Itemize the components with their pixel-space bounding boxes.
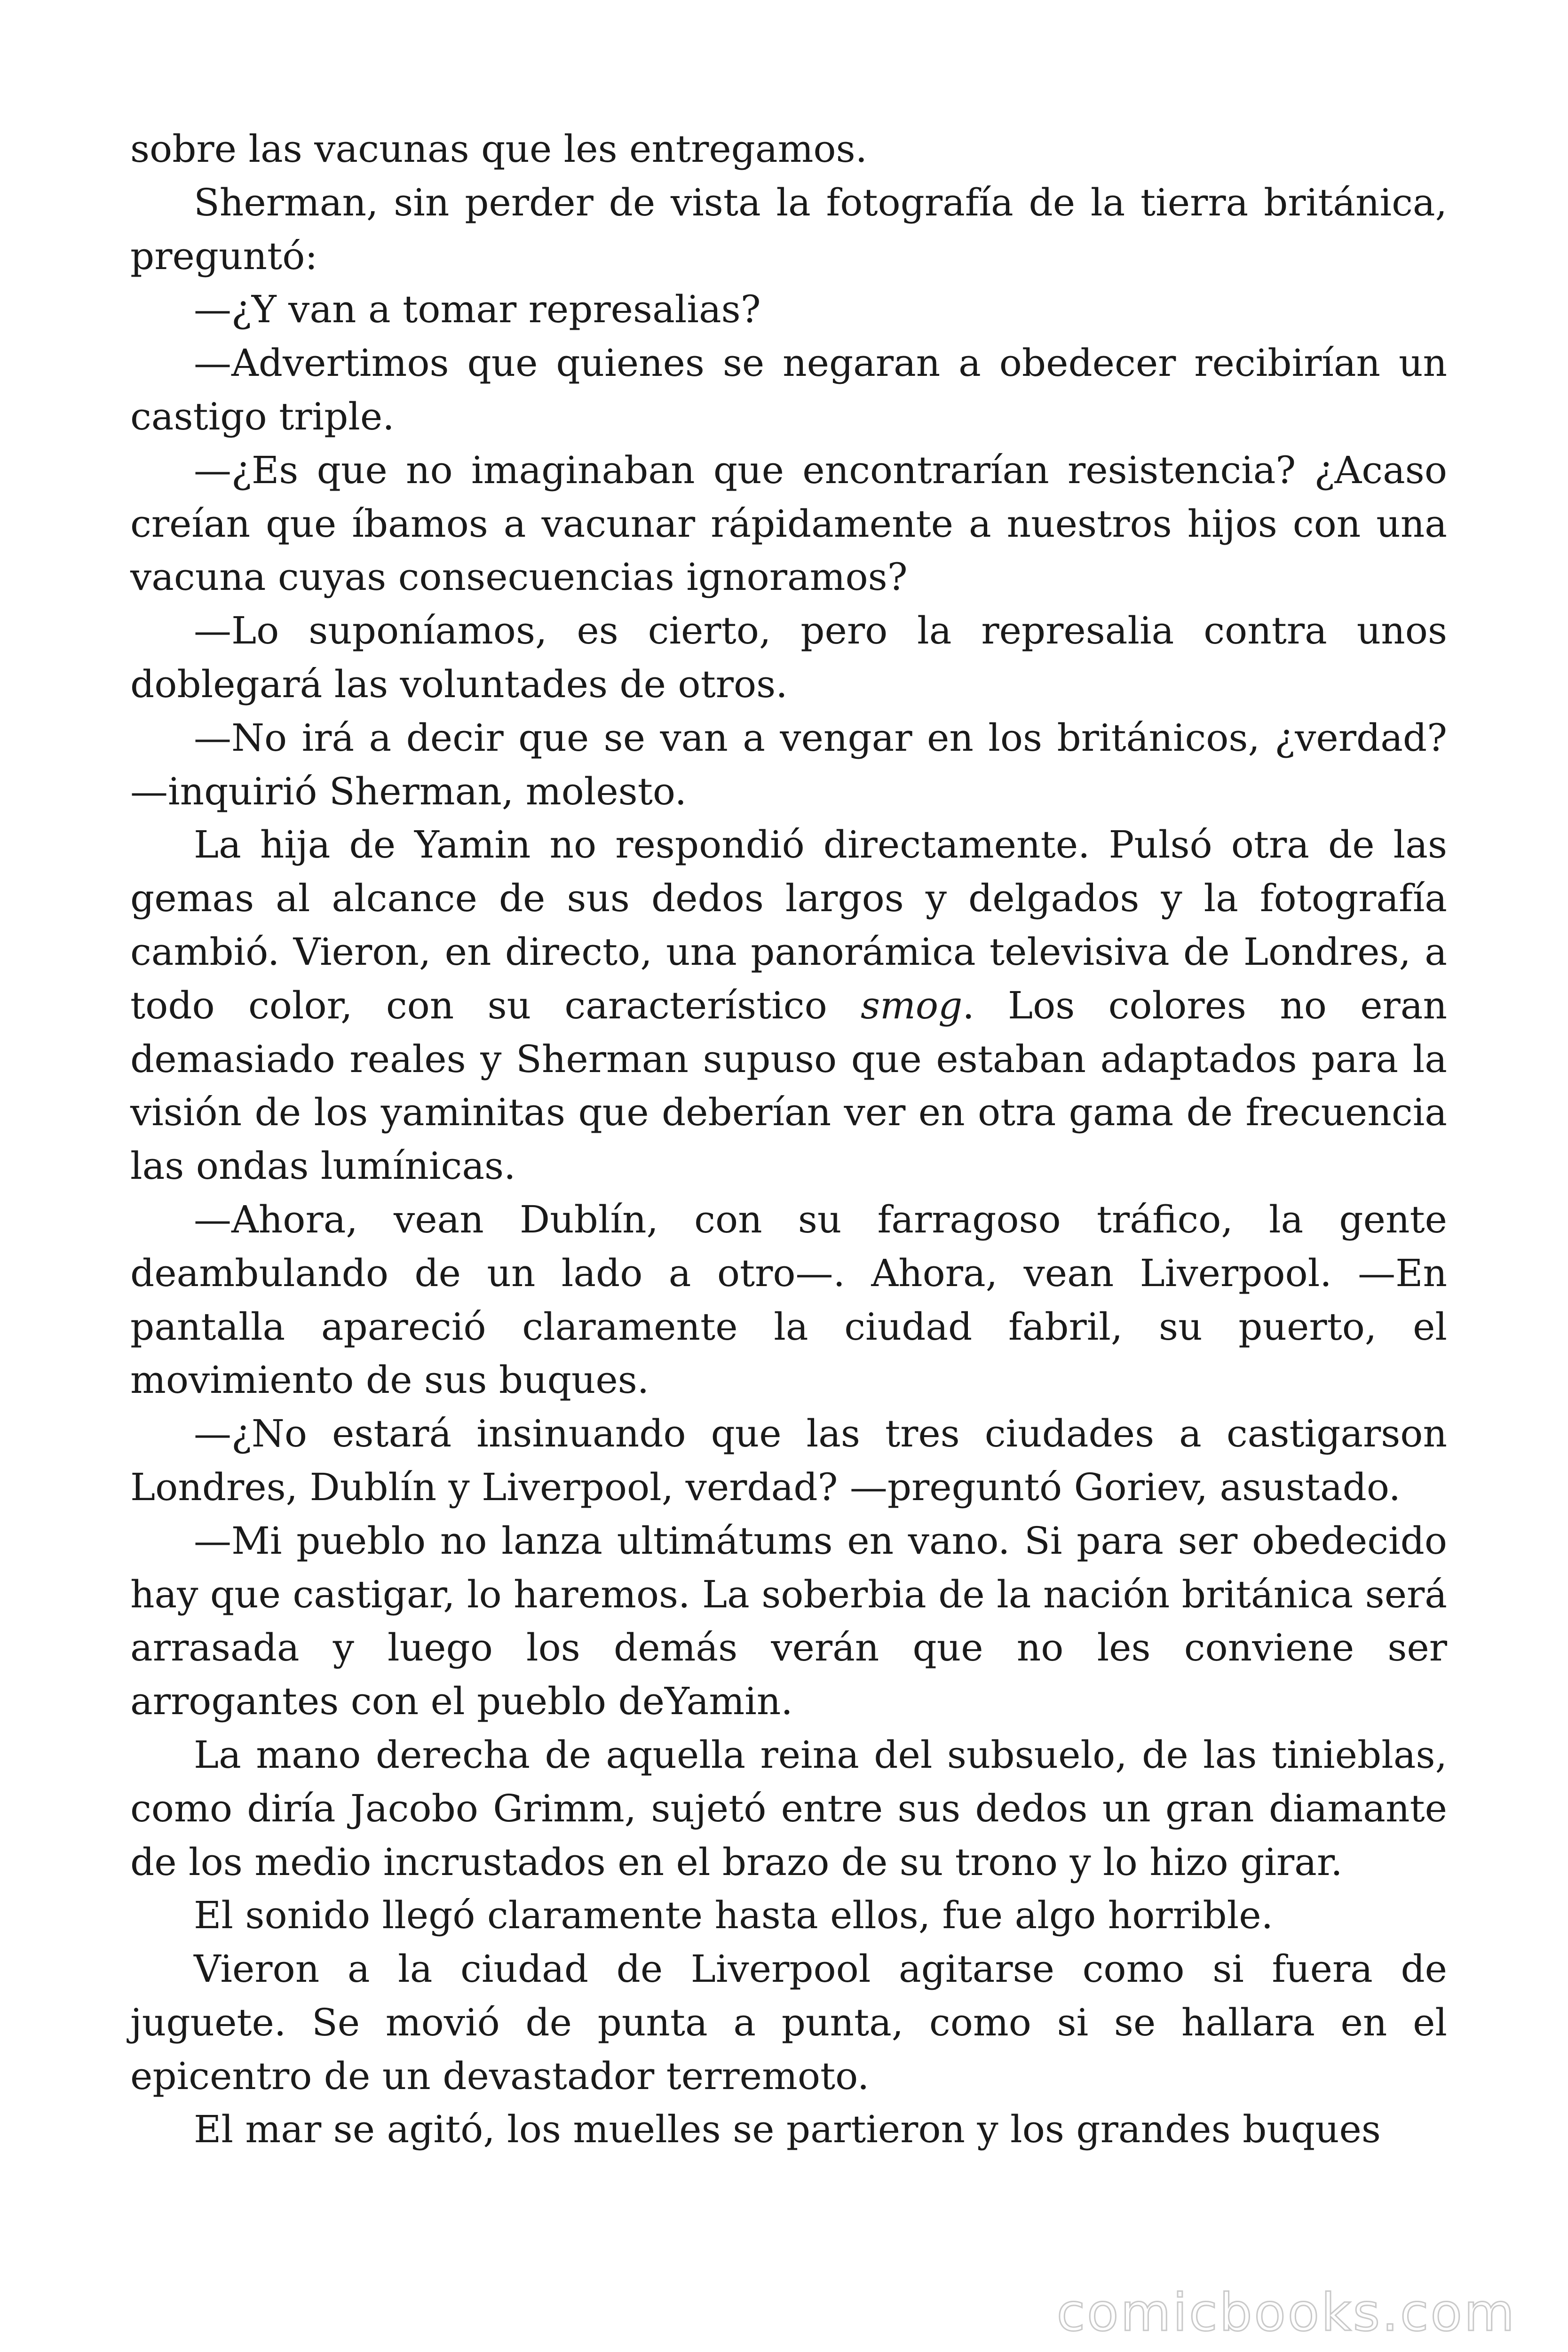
paragraph-11: —Mi pueblo no lanza ultimátums en vano. Si para ser obedecido hay que castigar, lo haremos. La soberbia de la nación británica será arrasada y luego los demás verán que no les conviene ser arrogantes con el pueblo deYamin. — [130, 1518, 1447, 1724]
paragraph-12: La mano derecha de aquella reina del subsuelo, de las tinieblas, como diría Jacobo Grimm, sujetó entre sus dedos un gran diamante de los medio incrustados en el brazo de su trono y lo hizo girar. — [130, 1732, 1447, 1884]
paragraph-5: —¿Es que no imaginaban que encontrarían resistencia? ¿Acaso creían que íbamos a vacunar rápidamente a nuestros hijos con una vacuna cuyas consecuencias ignoramos? — [130, 448, 1447, 599]
paragraph-2: Sherman, sin perder de vista la fotografía de la tierra británica, preguntó: — [130, 180, 1447, 278]
paragraph-14: Vieron a la ciudad de Liverpool agitarse como si fuera de juguete. Se movió de punta a punta, como si se hallara en el epicentro de un devastador terremoto. — [130, 1947, 1447, 2098]
paragraph-8-text-before: La hija de Yamin no respondió directamente. Pulsó otra de las gemas al alcance de sus dedos largos y delgados y la fotografía cambió. Vieron, en directo, una panorámica televisiva de Londres, a todo color, con su característico — [130, 823, 1447, 1027]
paragraph-7: —No irá a decir que se van a vengar en los británicos, ¿verdad? —inquirió Sherman, molesto. — [130, 715, 1447, 813]
watermark: comicbooks.com — [1056, 2282, 1516, 2343]
paragraph-15: El mar se agitó, los muelles se partieron y los grandes buques — [194, 2107, 1381, 2152]
paragraph-4: —Advertimos que quienes se negaran a obedecer recibirían un castigo triple. — [130, 341, 1447, 438]
paragraph-10: —¿No estará insinuando que las tres ciudades a castigarson Londres, Dublín y Liverpool, verdad? —preguntó Goriev, asustado. — [130, 1412, 1447, 1509]
paragraph-8 — [130, 818, 1447, 1193]
paragraph-9: —Ahora, vean Dublín, con su farragoso tráfico, la gente deambulando de un lado a otro—. Ahora, vean Liverpool. —En pantalla apareció claramente la ciudad fabril, su puerto, el movimiento de sus buques. — [130, 1197, 1447, 1402]
page-body — [130, 122, 1447, 2156]
paragraph-6: —Lo suponíamos, es cierto, pero la represalia contra unos doblegará las voluntades de otros. — [130, 609, 1447, 706]
paragraph-8-italic-word: smog — [861, 983, 963, 1027]
paragraph-1: sobre las vacunas que les entregamos. — [130, 127, 868, 171]
paragraph-3: —¿Y van a tomar represalias? — [194, 287, 761, 332]
paragraph-8-text-after: . Los colores no eran demasiado reales y Sherman supuso que estaban adaptados para la visión de los yaminitas que deberían ver en otra gama de frecuencia las ondas lumínicas. — [130, 983, 1448, 1188]
paragraph-13: El sonido llegó claramente hasta ellos, fue algo horrible. — [194, 1893, 1273, 1938]
